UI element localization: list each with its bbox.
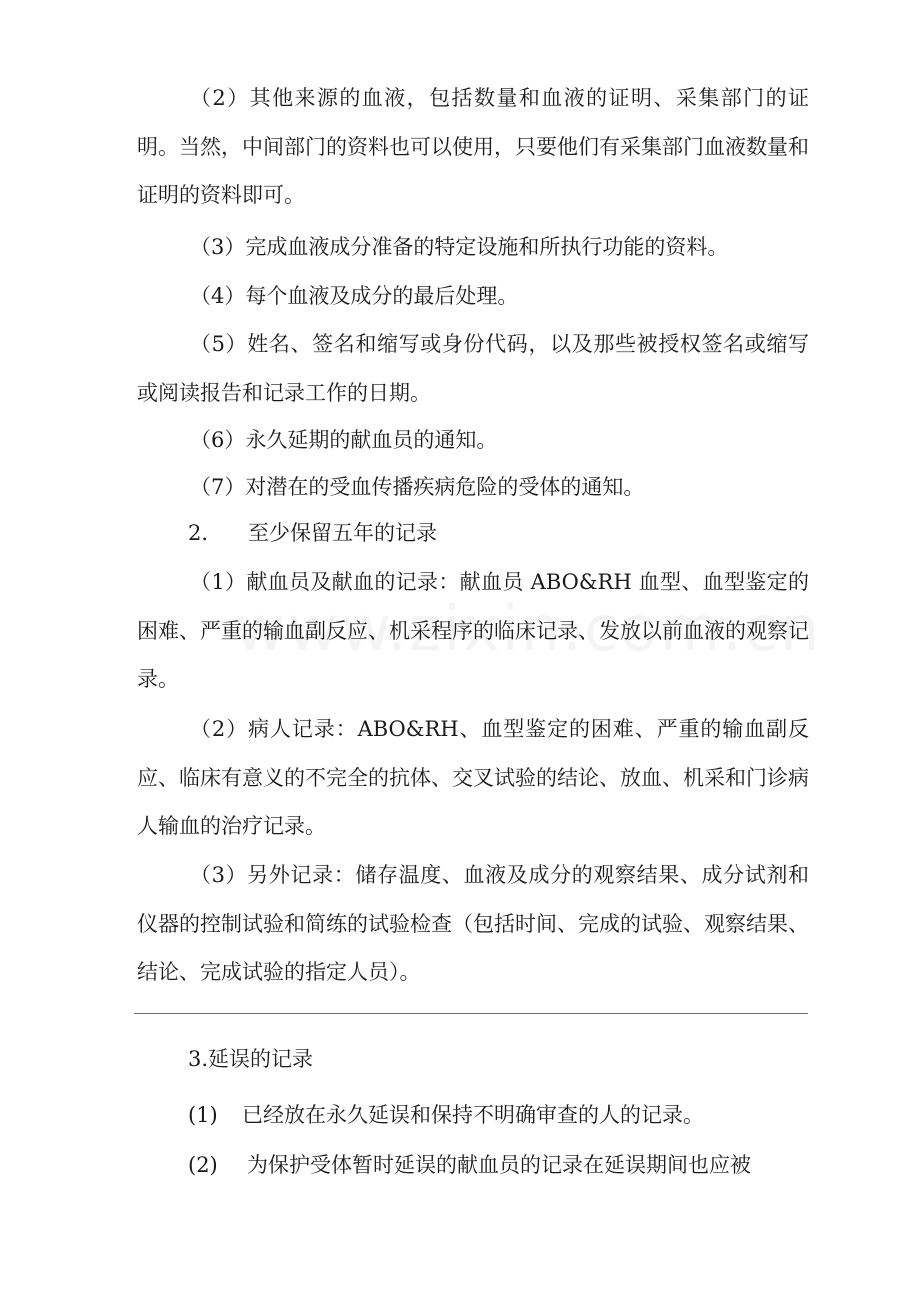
section-3-heading: 3.延误的记录 <box>188 1047 314 1071</box>
paragraph-permanent-deferral: （6）永久延期的献血员的通知。 <box>190 428 498 452</box>
paragraph-recipient-notification: （7）对潜在的受血传播疾病危险的受体的通知。 <box>190 475 645 499</box>
page-divider <box>134 1013 808 1014</box>
paragraph-names-signatures: （5）姓名、签名和缩写或身份代码，以及那些被授权签名或缩写或阅读报告和记录工作的日期。 <box>137 332 809 405</box>
paragraph-component-facilities: （3）完成血液成分准备的特定设施和所执行功能的资料。 <box>190 235 729 259</box>
section-2-title: 至少保留五年的记录 <box>248 521 437 545</box>
section-3-item-2-number: (2) <box>188 1153 218 1177</box>
paragraph-final-disposition: （4）每个血液及成分的最后处理。 <box>190 284 519 308</box>
section-3-item-1-text: 已经放在永久延误和保持不明确审查的人的记录。 <box>242 1103 704 1127</box>
section-3-item-2-text: 为保护受体暂时延误的献血员的记录在延误期间也应被 <box>247 1153 751 1177</box>
paragraph-other-records: （3）另外记录：储存温度、血液及成分的观察结果、成分试剂和仪器的控制试验和简练的试验检查（包括时间、完成的试验、观察结果、结论、完成试验的指定人员）。 <box>137 863 809 984</box>
section-2-number: 2. <box>188 521 209 545</box>
section-3-item-1-number: (1) <box>188 1103 218 1127</box>
paragraph-patient-records: （2）病人记录：ABO&RH、血型鉴定的困难、严重的输血副反应、临床有意义的不完全的抗体、交叉试验的结论、放血、机采和门诊病人输血的治疗记录。 <box>137 717 809 838</box>
paragraph-other-sources: （2）其他来源的血液，包括数量和血液的证明、采集部门的证明。当然，中间部门的资料也可以使用，只要他们有采集部门血液数量和证明的资料即可。 <box>137 86 809 207</box>
paragraph-donor-records: （1）献血员及献血的记录：献血员 ABO&RH 血型、血型鉴定的困难、严重的输血副反应、机采程序的临床记录、发放以前血液的观察记录。 <box>137 570 809 691</box>
